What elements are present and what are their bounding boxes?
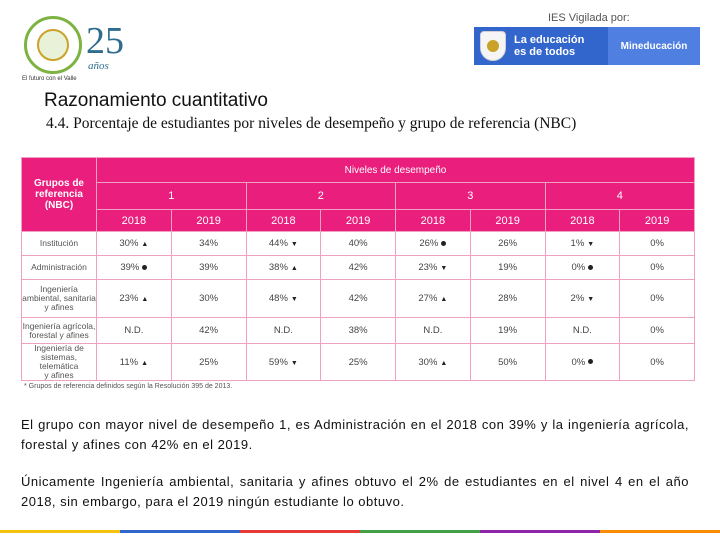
level-header-3: 3: [396, 183, 546, 210]
table-cell: [171, 232, 246, 256]
table-cell: [246, 318, 321, 344]
table-cell: [620, 280, 695, 318]
dot-icon: [142, 265, 147, 270]
cell-value: 11%: [119, 356, 139, 368]
performance-table: [21, 157, 695, 381]
table-cell: [97, 232, 172, 256]
arrow-up-icon: ▲: [440, 359, 448, 367]
cell-value: 27%: [418, 293, 438, 304]
row-group-label-line: Ingeniería de: [34, 343, 84, 353]
cell-value: 19%: [498, 325, 518, 336]
row-group-label-line: Administración: [31, 262, 87, 272]
row-group-label-line: y afines: [44, 302, 74, 312]
logo-emblem: [24, 16, 82, 74]
stripe-segment: [0, 530, 120, 533]
vigilada-label: IES Vigilada por:: [548, 12, 630, 24]
arrow-down-icon: ▼: [290, 296, 298, 303]
table-cell: [396, 318, 471, 344]
group-header-line1: Grupos de: [33, 178, 84, 189]
logo-anniversary-years: años: [88, 60, 109, 72]
table-row: [22, 256, 695, 280]
table-cell: [620, 256, 695, 280]
cell-value: N.D.: [273, 325, 293, 336]
table-cell: [97, 344, 172, 381]
row-group-label-line: forestal y afines: [29, 329, 89, 340]
ministry-label: Mineducación: [608, 27, 700, 65]
logo-anniversary-number: 25: [86, 20, 124, 62]
cell-value: 0%: [571, 262, 586, 273]
table-cell: [97, 318, 172, 344]
cell-value: 0%: [650, 238, 664, 249]
row-group-label-line: sistemas, telemática: [39, 352, 79, 371]
table-subtitle: 4.4. Porcentaje de estudiantes por niveles de desempeño y grupo de referencia (NBC): [46, 115, 577, 132]
row-group-label-line: y afines: [44, 370, 74, 380]
arrow-up-icon: ▲: [141, 241, 149, 248]
table-cell: [97, 256, 172, 280]
level-header-1: 1: [97, 183, 247, 210]
cell-value: 19%: [498, 262, 518, 273]
institution-logo: [22, 12, 134, 84]
arrow-down-icon: ▼: [290, 241, 298, 248]
row-group-label: [22, 318, 97, 344]
row-group-label-line: ambiental, sanitaria: [22, 293, 96, 303]
table-cell: [171, 256, 246, 280]
section-title: Razonamiento cuantitativo: [44, 90, 268, 111]
year-header: 2019: [321, 210, 396, 232]
arrow-down-icon: ▼: [587, 296, 595, 303]
table-cell: [321, 256, 396, 280]
table-cell: [545, 256, 620, 280]
arrow-down-icon: ▼: [290, 359, 298, 367]
dot-icon: [588, 265, 593, 270]
cell-value: 42%: [199, 325, 219, 336]
table-cell: [470, 256, 545, 280]
row-group-label-line: Ingeniería: [40, 284, 78, 294]
table-cell: [171, 280, 246, 318]
cell-value: 30%: [119, 238, 139, 249]
cell-value: 25%: [199, 356, 219, 368]
gov-slogan-line1: La educación: [514, 34, 585, 46]
table-cell: [470, 344, 545, 381]
level-header-2: 2: [246, 183, 396, 210]
arrow-down-icon: ▼: [587, 241, 595, 248]
cell-value: 30%: [418, 356, 438, 368]
arrow-up-icon: ▲: [290, 265, 298, 272]
stripe-segment: [360, 530, 480, 533]
level-header-4: 4: [545, 183, 695, 210]
group-header: [22, 158, 97, 232]
cell-value: 28%: [498, 293, 518, 304]
cell-value: N.D.: [423, 325, 443, 336]
table-cell: [321, 232, 396, 256]
year-header: 2018: [246, 210, 321, 232]
cell-value: 0%: [650, 262, 664, 273]
logo-caption: El futuro con el Valle: [22, 76, 77, 82]
cell-value: 25%: [348, 356, 368, 368]
cell-value: 38%: [268, 262, 288, 273]
cell-value: N.D.: [572, 325, 592, 336]
paragraph-1: El grupo con mayor nivel de desempeño 1, es Administración en el 2018 con 39% y la ingeniería agrícola, forestal y afines con 42% en el 2019.: [21, 417, 689, 452]
cell-value: 0%: [571, 356, 586, 368]
dot-icon: [441, 241, 446, 246]
table-cell: [321, 344, 396, 381]
stripe-segment: [120, 530, 240, 533]
bottom-color-stripe: [0, 530, 720, 533]
arrow-up-icon: ▲: [440, 296, 448, 303]
table-cell: [396, 232, 471, 256]
stripe-segment: [480, 530, 600, 533]
cell-value: 23%: [418, 262, 438, 273]
table-footnote: * Grupos de referencia definidos según la Resolución 395 de 2013.: [24, 383, 233, 390]
table-cell: [545, 318, 620, 344]
group-header-line2: referencia (NBC): [35, 189, 83, 211]
row-group-label: [22, 232, 97, 256]
cell-value: 23%: [119, 293, 139, 304]
row-group-label-line: Ingeniería agrícola,: [22, 320, 96, 331]
cell-value: 48%: [268, 293, 288, 304]
cell-value: 26%: [419, 238, 439, 249]
coat-of-arms-icon: [480, 31, 506, 61]
table-cell: [396, 256, 471, 280]
cell-value: 44%: [268, 238, 288, 249]
table-cell: [620, 318, 695, 344]
cell-value: 34%: [199, 238, 219, 249]
cell-value: 26%: [498, 238, 518, 249]
table-cell: [396, 344, 471, 381]
row-group-label: [22, 280, 97, 318]
table-cell: [97, 280, 172, 318]
cell-value: 0%: [650, 293, 664, 304]
year-header: 2018: [396, 210, 471, 232]
cell-value: 30%: [199, 293, 219, 304]
arrow-up-icon: ▲: [141, 296, 149, 303]
table-cell: [545, 232, 620, 256]
table-cell: [246, 280, 321, 318]
table-cell: [545, 280, 620, 318]
row-group-label: [22, 344, 97, 381]
table-cell: [246, 232, 321, 256]
stripe-segment: [600, 530, 720, 533]
table-cell: [545, 344, 620, 381]
gov-education-block: [474, 27, 608, 65]
cell-value: 39%: [120, 262, 140, 273]
paragraph-2: Únicamente Ingeniería ambiental, sanitaria y afines obtuvo el 2% de estudiantes en el nivel 4 en el año 2018, sin embargo, para el 2019 ningún estudiante lo obtuvo.: [21, 474, 689, 509]
table-cell: [396, 280, 471, 318]
table-cell: [171, 318, 246, 344]
cell-value: N.D.: [124, 325, 144, 336]
row-group-label-line: Institución: [39, 238, 79, 248]
table-row: [22, 232, 695, 256]
arrow-up-icon: ▲: [141, 359, 148, 367]
row-group-label: [22, 256, 97, 280]
table-cell: [620, 232, 695, 256]
arrow-down-icon: ▼: [440, 265, 448, 272]
table-row: [22, 318, 695, 344]
dot-icon: [588, 359, 593, 364]
cell-value: 0%: [650, 356, 664, 368]
cell-value: 50%: [498, 356, 518, 368]
cell-value: 38%: [348, 325, 368, 336]
table-cell: [171, 344, 246, 381]
stripe-segment: [240, 530, 360, 533]
table-cell: [470, 318, 545, 344]
year-header: 2018: [545, 210, 620, 232]
table-row: [22, 280, 695, 318]
cell-value: 0%: [650, 325, 664, 336]
table-cell: [470, 280, 545, 318]
year-header: 2019: [620, 210, 695, 232]
cell-value: 1%: [570, 238, 585, 249]
year-header: 2019: [470, 210, 545, 232]
cell-value: 42%: [348, 293, 368, 304]
cell-value: 40%: [348, 238, 368, 249]
gov-slogan: [514, 34, 584, 58]
table-cell: [321, 318, 396, 344]
gov-slogan-line2: es de todos: [514, 46, 576, 58]
table-cell: [246, 344, 321, 381]
cell-value: 42%: [348, 262, 368, 273]
table-row: [22, 344, 695, 381]
levels-header: Niveles de desempeño: [97, 158, 695, 183]
government-banner: [474, 27, 700, 65]
cell-value: 2%: [570, 293, 585, 304]
year-header: 2019: [171, 210, 246, 232]
table-cell: [470, 232, 545, 256]
logo-emblem-center: [37, 29, 69, 61]
table-cell: [321, 280, 396, 318]
cell-value: 39%: [199, 262, 219, 273]
year-header: 2018: [97, 210, 172, 232]
table-cell: [620, 344, 695, 381]
cell-value: 59%: [268, 356, 288, 368]
table-cell: [246, 256, 321, 280]
